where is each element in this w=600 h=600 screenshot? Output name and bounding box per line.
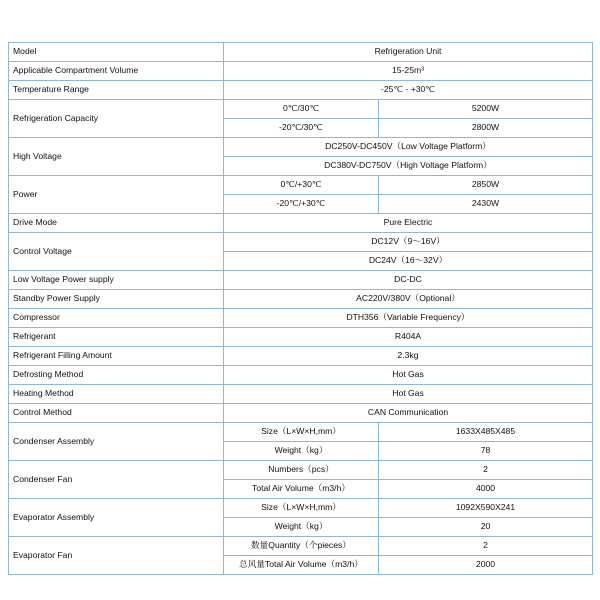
row-label: Evaporator Assembly — [9, 499, 224, 537]
table-row — [9, 176, 593, 195]
row-value: DC12V（9～16V） — [224, 233, 593, 252]
row-value: DTH356（Variable Frequency） — [224, 309, 593, 328]
row-sublabel: 数量Quantity（个pieces） — [224, 537, 379, 556]
row-label: Model — [9, 43, 224, 62]
table-row — [9, 309, 593, 328]
row-value: 2 — [379, 537, 593, 556]
row-value: 1092X590X241 — [379, 499, 593, 518]
row-sublabel: Weight（kg） — [224, 518, 379, 537]
row-label: Refrigerant — [9, 328, 224, 347]
row-value: 1633X485X485 — [379, 423, 593, 442]
row-value: Hot Gas — [224, 385, 593, 404]
row-label: Condenser Fan — [9, 461, 224, 499]
row-sublabel: Size（L×W×H,mm） — [224, 423, 379, 442]
row-value: R404A — [224, 328, 593, 347]
row-value: Hot Gas — [224, 366, 593, 385]
table-row — [9, 461, 593, 480]
row-sublabel: 0℃/30℃ — [224, 100, 379, 119]
row-value: 78 — [379, 442, 593, 461]
table-row — [9, 290, 593, 309]
row-label: High Voltage — [9, 138, 224, 176]
row-sublabel: 0℃/+30℃ — [224, 176, 379, 195]
row-value: 2000 — [379, 556, 593, 575]
row-label: Drive Mode — [9, 214, 224, 233]
table-row — [9, 385, 593, 404]
refrigeration-unit-spec-table — [8, 42, 593, 575]
row-label: Standby Power Supply — [9, 290, 224, 309]
row-label: Applicable Compartment Volume — [9, 62, 224, 81]
table-row — [9, 214, 593, 233]
row-label: Control Voltage — [9, 233, 224, 271]
row-sublabel: -20℃/+30℃ — [224, 195, 379, 214]
table-row — [9, 347, 593, 366]
row-value: -25℃ - +30℃ — [224, 81, 593, 100]
table-row — [9, 537, 593, 556]
table-row — [9, 138, 593, 157]
row-label: Condenser Assembly — [9, 423, 224, 461]
table-row — [9, 499, 593, 518]
row-sublabel: Size（L×W×H,mm） — [224, 499, 379, 518]
row-value: DC380V-DC750V（High Voltage Platform） — [224, 157, 593, 176]
row-value: Pure Electric — [224, 214, 593, 233]
row-value: 2430W — [379, 195, 593, 214]
row-label: Low Voltage Power supply — [9, 271, 224, 290]
row-value: 5200W — [379, 100, 593, 119]
row-value: AC220V/380V（Optional） — [224, 290, 593, 309]
row-sublabel: 总风量Total Air Volume（m3/h） — [224, 556, 379, 575]
row-label: Evaporator Fan — [9, 537, 224, 575]
row-label: Power — [9, 176, 224, 214]
table-row — [9, 233, 593, 252]
row-value: CAN Communication — [224, 404, 593, 423]
row-sublabel: Weight（kg） — [224, 442, 379, 461]
row-sublabel: Total Air Volume（m3/h） — [224, 480, 379, 499]
table-row — [9, 43, 593, 62]
table-row — [9, 423, 593, 442]
table-row — [9, 100, 593, 119]
table-row — [9, 62, 593, 81]
row-value: DC24V（16～32V） — [224, 252, 593, 271]
row-value: 4000 — [379, 480, 593, 499]
row-value: 20 — [379, 518, 593, 537]
row-label: Temperature Range — [9, 81, 224, 100]
row-value: 2 — [379, 461, 593, 480]
row-value: 15-25m³ — [224, 62, 593, 81]
row-label: Control Method — [9, 404, 224, 423]
row-value: DC-DC — [224, 271, 593, 290]
row-value: 2800W — [379, 119, 593, 138]
table-row — [9, 271, 593, 290]
row-label: Heating Method — [9, 385, 224, 404]
table-row — [9, 404, 593, 423]
table-row — [9, 366, 593, 385]
row-value: 2.3kg — [224, 347, 593, 366]
row-sublabel: Numbers（pcs） — [224, 461, 379, 480]
row-value: Refrigeration Unit — [224, 43, 593, 62]
row-value: 2850W — [379, 176, 593, 195]
row-value: DC250V-DC450V（Low Voltage Platform） — [224, 138, 593, 157]
row-label: Compressor — [9, 309, 224, 328]
table-row — [9, 328, 593, 347]
row-label: Defrosting Method — [9, 366, 224, 385]
row-label: Refrigerant Filling Amount — [9, 347, 224, 366]
row-sublabel: -20℃/30℃ — [224, 119, 379, 138]
row-label: Refrigeration Capacity — [9, 100, 224, 138]
table-row — [9, 81, 593, 100]
